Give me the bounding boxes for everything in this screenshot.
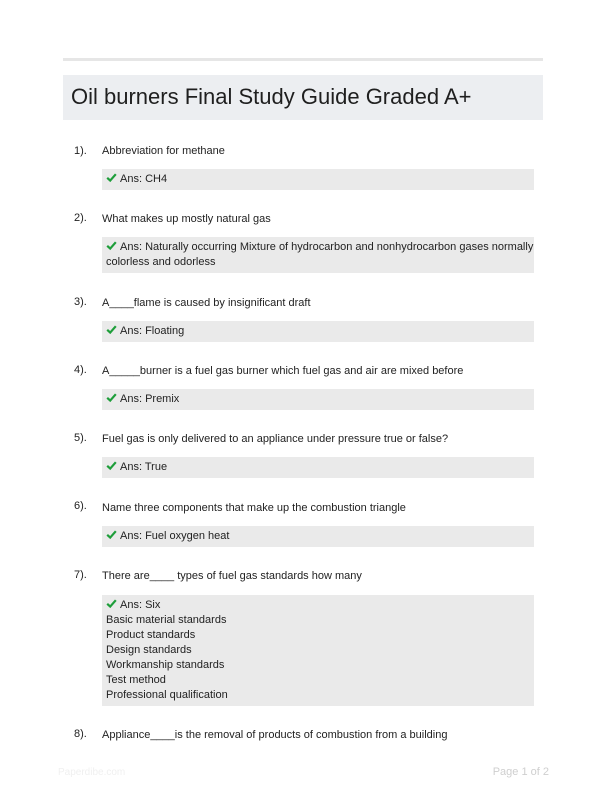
answer-extra-line: Product standards bbox=[106, 629, 196, 641]
answer-extra-line: colorless and odorless bbox=[106, 256, 216, 268]
footer-watermark: Paperdibe.com bbox=[58, 767, 126, 778]
check-icon bbox=[106, 172, 117, 183]
question-number: 2). bbox=[74, 212, 87, 224]
question-text: Abbreviation for methane bbox=[102, 145, 225, 157]
answer-box bbox=[102, 457, 534, 478]
answer-box bbox=[102, 595, 534, 706]
question-number: 4). bbox=[74, 364, 87, 376]
question-text: A_____burner is a fuel gas burner which fuel gas and air are mixed before bbox=[102, 365, 464, 377]
answer-extra-line: Basic material standards bbox=[106, 614, 227, 626]
answer-extra-line: Professional qualification bbox=[106, 689, 228, 701]
answer-box bbox=[102, 389, 534, 410]
question-text: Name three components that make up the combustion triangle bbox=[102, 502, 406, 514]
answer-line bbox=[106, 598, 530, 613]
answer-text: Ans: CH4 bbox=[120, 173, 168, 185]
check-icon bbox=[106, 324, 117, 335]
question-text: A____flame is caused by insignificant draft bbox=[102, 297, 311, 309]
question-text: There are____ types of fuel gas standards how many bbox=[102, 570, 362, 582]
answer-box bbox=[102, 169, 534, 190]
answer-box bbox=[102, 526, 534, 547]
answer-line bbox=[106, 172, 530, 187]
answer-text: Ans: Floating bbox=[120, 325, 185, 337]
answer-extra-line: Design standards bbox=[106, 644, 192, 656]
answer-line bbox=[106, 240, 534, 255]
question-number: 6). bbox=[74, 500, 87, 512]
answer-text: Ans: Fuel oxygen heat bbox=[120, 530, 230, 542]
answer-text: Ans: Six bbox=[120, 599, 161, 611]
question-number: 1). bbox=[74, 145, 87, 157]
answer-line bbox=[106, 460, 530, 475]
answer-text: Ans: Naturally occurring Mixture of hydrocarbon and nonhydrocarbon gases normally bbox=[120, 241, 534, 253]
question-text: What makes up mostly natural gas bbox=[102, 213, 271, 225]
answer-line bbox=[106, 529, 530, 544]
answer-box bbox=[102, 321, 534, 342]
answer-extra-line: Test method bbox=[106, 674, 166, 686]
question-text: Fuel gas is only delivered to an appliance under pressure true or false? bbox=[102, 433, 449, 445]
answer-extra-line: Workmanship standards bbox=[106, 659, 225, 671]
top-divider bbox=[63, 58, 543, 61]
document-title: Oil burners Final Study Guide Graded A+ bbox=[71, 84, 472, 109]
question-text: Appliance____is the removal of products of combustion from a building bbox=[102, 729, 448, 741]
answer-line bbox=[106, 324, 530, 339]
check-icon bbox=[106, 392, 117, 403]
answer-text: Ans: Premix bbox=[120, 393, 180, 405]
answer-line bbox=[106, 392, 530, 407]
question-number: 8). bbox=[74, 728, 87, 740]
check-icon bbox=[106, 460, 117, 471]
title-banner bbox=[63, 75, 543, 120]
check-icon bbox=[106, 598, 117, 609]
question-number: 7). bbox=[74, 569, 87, 581]
answer-text: Ans: True bbox=[120, 461, 168, 473]
question-number: 5). bbox=[74, 432, 87, 444]
check-icon bbox=[106, 529, 117, 540]
question-number: 3). bbox=[74, 296, 87, 308]
answer-box bbox=[102, 237, 534, 273]
check-icon bbox=[106, 240, 117, 251]
page-indicator: Page 1 of 2 bbox=[492, 766, 549, 778]
